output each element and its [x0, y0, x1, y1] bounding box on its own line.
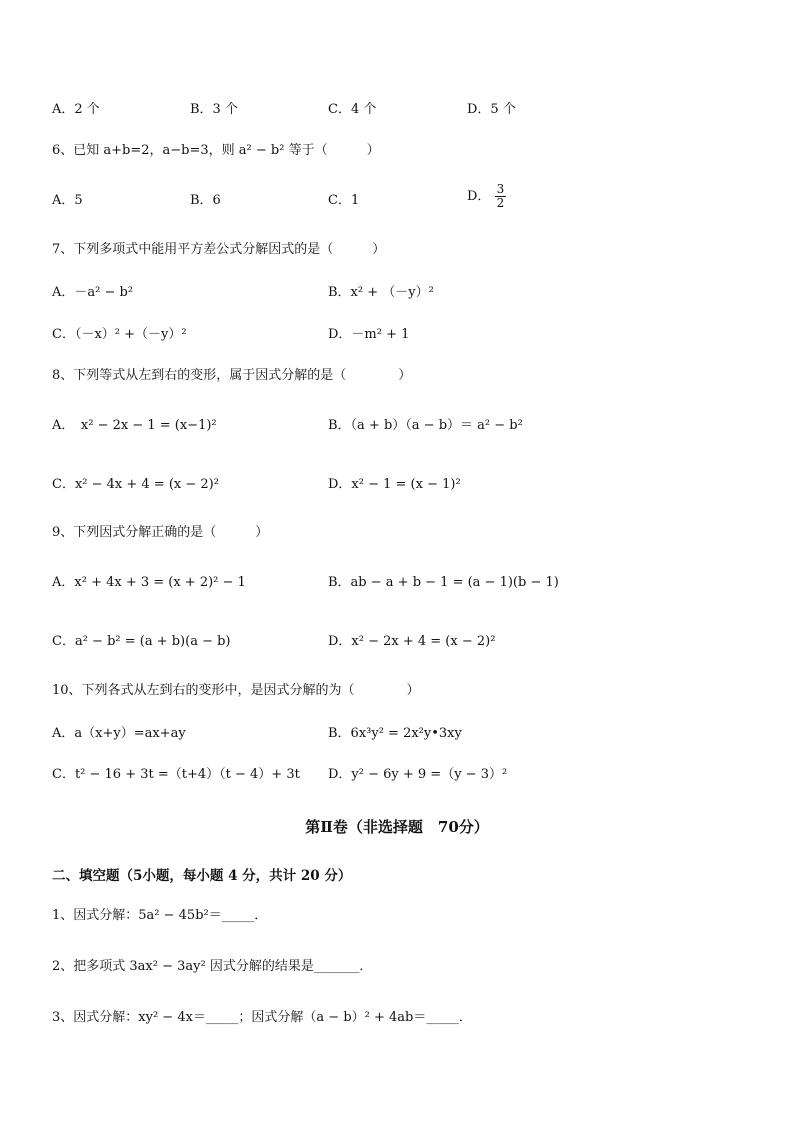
q6-option-c: C．1 [328, 193, 360, 208]
q9-option-a: A．x² + 4x + 3 = (x + 2)² − 1 [52, 575, 246, 590]
fraction [495, 183, 507, 210]
q9-option-c: C．a² − b² = (a + b)(a − b) [52, 634, 231, 649]
q10-option-d: D．y² − 6y + 9 =（y − 3）² [328, 767, 508, 782]
q9-option-b: B．ab − a + b − 1 = (a − 1)(b − 1) [328, 575, 559, 590]
q8-option-b: B．（a + b）（a − b）＝ a² − b² [328, 418, 523, 433]
fraction-denominator: 2 [496, 196, 505, 210]
q7-option-b: B．x² + （－y）² [328, 285, 434, 300]
q6-option-a: A．5 [52, 193, 83, 208]
fill-q2: 2、把多项式 3ax² − 3ay² 因式分解的结果是_______． [52, 959, 373, 974]
q5-option-d: D．5 个 [467, 102, 516, 117]
q6-option-d-label: D． [467, 189, 491, 204]
q9-stem: 9、下列因式分解正确的是（ ） [52, 525, 269, 540]
q7-option-c: C．（－x）² +（－y）² [52, 327, 187, 342]
fill-q3: 3、因式分解：xy² − 4x＝_____；因式分解（a − b）² + 4ab＝_____． [52, 1010, 472, 1025]
q10-option-c: C．t² − 16 + 3t =（t+4）（t − 4）+ 3t [52, 767, 300, 782]
q6-option-d [467, 183, 506, 210]
q6-stem: 6、已知 a+b=2，a−b=3，则 a² − b² 等于（ ） [52, 143, 380, 158]
q7-option-a: A．－a² − b² [52, 285, 134, 300]
fill-q1: 1、因式分解：5a² − 45b²＝_____． [52, 908, 268, 923]
q10-option-a: A．a（x+y）=ax+ay [52, 726, 186, 741]
q6-option-b: B．6 [190, 193, 221, 208]
part-title: 二、填空题（5小题，每小题 4 分，共计 20 分） [52, 868, 352, 884]
q10-option-b: B．6x³y² = 2x²y•3xy [328, 726, 462, 741]
q7-stem: 7、下列多项式中能用平方差公式分解因式的是（ ） [52, 242, 386, 257]
q8-option-c: C．x² − 4x + 4 = (x − 2)² [52, 477, 219, 492]
q10-stem: 10、下列各式从左到右的变形中，是因式分解的为（ ） [52, 683, 420, 698]
fraction-numerator: 3 [496, 182, 505, 196]
q8-stem: 8、下列等式从左到右的变形，属于因式分解的是（ ） [52, 368, 412, 383]
q5-option-c: C．4 个 [328, 102, 377, 117]
section-title: 第Ⅱ卷（非选择题 70分） [305, 818, 489, 836]
q7-option-d: D．－m² + 1 [328, 327, 410, 342]
q9-option-d: D．x² − 2x + 4 = (x − 2)² [328, 634, 496, 649]
q8-option-d: D．x² − 1 = (x − 1)² [328, 477, 461, 492]
q8-option-a: A． x² − 2x − 1 = (x−1)² [52, 418, 217, 433]
q5-option-a: A．2 个 [52, 102, 100, 117]
q5-option-b: B．3 个 [190, 102, 238, 117]
